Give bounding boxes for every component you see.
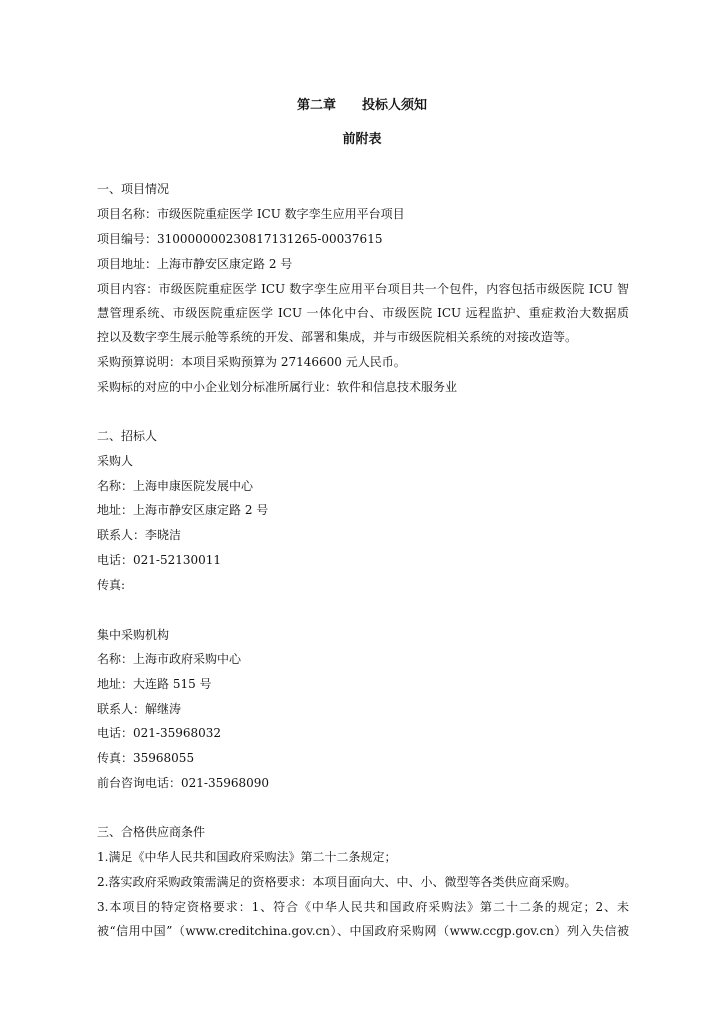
agency-name: 名称：上海市政府采购中心 <box>97 652 242 666</box>
project-name: 项目名称：市级医院重症医学 ICU 数字孪生应用平台项目 <box>97 207 405 221</box>
project-content-line-3: 控以及数字孪生展示舱等系统的开发、部署和集成，并与市级医院相关系统的对接改造等。 <box>97 330 578 344</box>
agency-contact: 联系人：解继涛 <box>97 702 182 716</box>
section-subtitle: 前附表 <box>342 132 382 147</box>
section-1-title: 一、项目情况 <box>97 182 170 196</box>
qualification-item-3-line-1: 3.本项目的特定资格要求：1、符合《中华人民共和国政府采购法》第二十二条的规定；2、未 <box>97 900 629 914</box>
agency-fax: 传真：35968055 <box>97 751 195 765</box>
agency-address: 地址：大连路 515 号 <box>97 677 212 691</box>
agency-front-desk-phone: 前台咨询电话：021-35968090 <box>97 776 270 790</box>
chapter-title: 第二章 投标人须知 <box>296 98 427 113</box>
project-content-line-2: 慧管理系统、市级医院重症医学 ICU 一体化中台、市级医院 ICU 远程监护、重症救治大数据质 <box>97 306 629 320</box>
budget-note: 采购预算说明：本项目采购预算为 27146600 元人民币。 <box>97 355 406 369</box>
project-number: 项目编号：310000000230817131265-00037615 <box>97 232 383 246</box>
industry-classification: 采购标的对应的中小企业划分标准所属行业：软件和信息技术服务业 <box>97 380 458 394</box>
purchaser-label: 采购人 <box>97 454 134 468</box>
qualification-item-1: 1.满足《中华人民共和国政府采购法》第二十二条规定； <box>97 850 397 864</box>
agency-label: 集中采购机构 <box>97 628 170 642</box>
purchaser-name: 名称：上海申康医院发展中心 <box>97 479 254 493</box>
section-3-title: 三、合格供应商条件 <box>97 825 206 839</box>
purchaser-contact: 联系人：李晓洁 <box>97 528 182 542</box>
qualification-item-3-line-2: 被“信用中国”（www.creditchina.gov.cn）、中国政府采购网（www.ccgp.gov.cn）列入失信被 <box>97 924 629 938</box>
qualification-item-2: 2.落实政府采购政策需满足的资格要求：本项目面向大、中、小、微型等各类供应商采购。 <box>97 875 577 889</box>
purchaser-phone: 电话：021-52130011 <box>97 553 222 567</box>
purchaser-address: 地址：上海市静安区康定路 2 号 <box>97 503 269 517</box>
project-content-line-1: 项目内容：市级医院重症医学 ICU 数字孪生应用平台项目共一个包件，内容包括市级医院 ICU 智 <box>97 282 629 296</box>
project-address: 项目地址：上海市静安区康定路 2 号 <box>97 257 293 271</box>
section-2-title: 二、招标人 <box>97 429 158 443</box>
purchaser-fax: 传真: <box>97 578 126 592</box>
agency-phone: 电话：021-35968032 <box>97 726 222 740</box>
